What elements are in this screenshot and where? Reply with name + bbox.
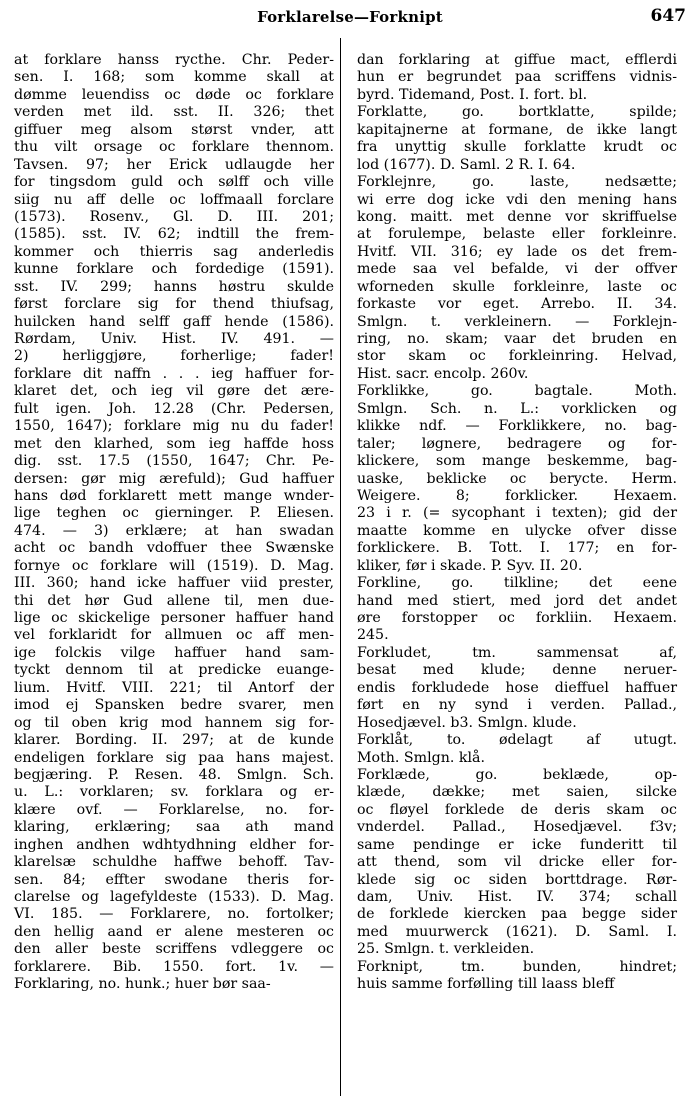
text-line: Weigere. 8; forklicker. Hexaem. — [357, 487, 677, 504]
text-line: 245. — [357, 627, 389, 644]
text-line: u. L.: vorklaren; sv. forklara og er- — [14, 784, 334, 801]
text-line: siig nu aff delle oc loffmaall forclare — [14, 191, 334, 208]
text-line: Moth. Smlgn. klå. — [357, 749, 485, 766]
text-line: dig. sst. 17.5 (1550, 1647; Chr. Pe- — [14, 453, 334, 470]
text-line: øre forstopper oc forkliin. Hexaem. — [357, 610, 677, 626]
text-line: klarer. Bording. II. 297; at de kunde — [14, 732, 334, 749]
text-line: dan forklaring at giffue mact, efflerdi — [357, 52, 677, 68]
text-line: III. 360; hand icke haffuer viid prester, — [14, 575, 334, 592]
text-line: Hist. sacr. encolp. 260v. — [357, 365, 529, 382]
left-column — [14, 52, 334, 994]
text-line: klikke ndf. — Forklikkere, no. bag- — [357, 418, 677, 435]
text-line: at forklare hanss rycthe. Chr. Peder- — [14, 52, 334, 68]
text-line: 25. Smlgn. t. verkleiden. — [357, 941, 535, 958]
text-line: endis forkludede hose dieffuel haffuer — [357, 679, 677, 696]
page-number: 647 — [650, 6, 686, 26]
text-line: sen. 84; effter swodane theris for- — [14, 871, 334, 888]
text-line: (1585). sst. IV. 62; indtill the frem- — [14, 226, 334, 243]
text-line: forklickere. B. Tott. I. 177; en for- — [357, 540, 677, 557]
text-line: forklarere. Bib. 1550. fort. 1v. — — [14, 958, 334, 975]
text-line: verden met ild. sst. II. 326; thet — [14, 104, 334, 121]
text-line: besat med klude; denne neruer- — [357, 662, 677, 679]
text-line: kliker, før i skade. P. Syv. II. 20. — [357, 557, 583, 574]
text-line: giffuer meg alsom størst vnder, att — [14, 121, 334, 138]
text-line: 474. — 3) erklære; at han swadan — [14, 522, 334, 539]
right-column — [357, 52, 677, 994]
text-line: Hvitf. VII. 316; ey lade os det frem- — [357, 243, 677, 260]
text-line: klære ovf. — Forklarelse, no. for- — [14, 801, 334, 818]
text-line: Forkludet, tm. sammensat af, — [357, 644, 677, 661]
text-line: same pendinge er icke funderitt til — [357, 836, 677, 853]
text-line: kunne forklare och fordedige (1591). — [14, 261, 334, 278]
text-line: lium. Hvitf. VIII. 221; til Antorf der — [14, 679, 334, 696]
text-line: taler; løgnere, bedragere og for- — [357, 435, 677, 452]
text-line: endeligen forklare sig paa hans majest. — [14, 749, 334, 766]
text-line: med muurwerck (1621). D. Saml. I. — [357, 923, 677, 940]
text-line: thi det hør Gud allene til, men due- — [14, 592, 334, 609]
text-line: inghen andhen wdhtydhning eldher for- — [14, 836, 334, 853]
text-line: uaske, beklicke oc berycte. Herm. — [357, 470, 677, 487]
text-line: mede saa vel befalde, vi der offver — [357, 261, 677, 278]
text-line: dam, Univ. Hist. IV. 374; schall — [357, 889, 677, 905]
text-line: thu vilt orsage oc forklare thennom. — [14, 139, 334, 156]
text-line: lod (1677). D. Saml. 2 R. I. 64. — [357, 156, 576, 173]
text-line: Forklæde, go. beklæde, op- — [357, 766, 677, 783]
text-line: fornye oc forklare will (1519). D. Mag. — [14, 557, 334, 574]
text-line: 1550, 1647); forklare mig nu du fader! — [14, 418, 334, 435]
text-line: begjæring. P. Resen. 48. Smlgn. Sch. — [14, 766, 334, 783]
text-line: met den klarhed, som ieg haffde hoss — [14, 435, 334, 452]
text-line: lige teghen oc gierninger. P. Eliesen. — [14, 505, 334, 522]
text-line: ring, no. skam; vaar det bruden en — [357, 331, 677, 347]
text-line: klaret det, och ieg vil gøre det ære- — [14, 383, 334, 400]
text-line: VI. 185. — Forklarere, no. fortolker; — [14, 906, 334, 923]
text-line: at forulempe, belaste eller forkleinre. — [357, 226, 677, 243]
text-line: dersen: gør mig ærefuld); Gud haffuer — [14, 470, 334, 487]
text-line: huilcken hand selff gaff hende (1586). — [14, 313, 334, 330]
text-line: sst. IV. 299; hanns høstru skulde — [14, 278, 334, 295]
text-line: og til oben krig mod hannem sig for- — [14, 714, 334, 731]
text-line: tyckt dennom til at predicke euange- — [14, 662, 334, 679]
text-line: Forklatte, go. bortklatte, spilde; — [357, 104, 677, 121]
text-line: wforneden skulle forkleinre, laste oc — [357, 278, 677, 295]
text-line: sen. I. 168; som komme skall at — [14, 69, 334, 86]
text-line: oc fløyel forklede de deris skam oc — [357, 801, 677, 818]
text-line: fra unyttig skulle forklatte krudt oc — [357, 139, 677, 156]
text-line: Hosedjævel. b3. Smlgn. klude. — [357, 714, 577, 731]
text-line: forklare dit naffn . . . ieg haffuer for- — [14, 365, 334, 382]
text-line: dømme leuendiss oc døde oc forklare — [14, 86, 334, 103]
text-line: Forknipt, tm. bunden, hindret; — [357, 958, 677, 975]
text-line: maatte komme en ulycke ofver disse — [357, 522, 677, 539]
column-divider — [340, 38, 341, 1096]
text-line: hans død forklarett mett mange wnder- — [14, 487, 334, 504]
text-line: Forklikke, go. bagtale. Moth. — [357, 383, 677, 400]
text-line: kong. maitt. met denne vor skriffuelse — [357, 208, 677, 225]
text-line: den aller beste scriffens vdleggere oc — [14, 941, 334, 958]
text-line: Rørdam, Univ. Hist. IV. 491. — — [14, 331, 334, 347]
text-line: klickere, som mange beskemme, bag- — [357, 453, 677, 470]
text-line: imod ej Spansken bedre svarer, men — [14, 697, 334, 714]
text-line: Tavsen. 97; her Erick udlaugde her — [14, 156, 334, 173]
text-line: klede sig oc siden borttdrage. Rør- — [357, 871, 677, 888]
running-title: Forklarelse—Forknipt — [257, 8, 443, 26]
text-line: Smlgn. Sch. n. L.: vorklicken og — [357, 400, 677, 417]
text-line: wi erre dog icke vdi den mening hans — [357, 191, 677, 208]
text-line: kommer och thierris sag anderledis — [14, 243, 334, 260]
text-line: Forklaring, no. hunk.; huer bør saa- — [14, 976, 271, 993]
text-line: att thend, som vil dricke eller for- — [357, 854, 677, 871]
text-line: for tingsdom guld och sølff och ville — [14, 174, 334, 191]
text-line: forkaste vor eget. Arrebo. II. 34. — [357, 296, 677, 313]
text-line: byrd. Tidemand, Post. I. fort. bl. — [357, 86, 588, 103]
text-line: først forclare sig for thend thiufsag, — [14, 296, 334, 313]
text-line: clarelse og lagefyldeste (1533). D. Mag. — [14, 889, 334, 905]
text-line: Forklåt, to. ødelagt af utugt. — [357, 732, 677, 749]
text-line: hand med stiert, med jord det andet — [357, 592, 677, 609]
page-header — [0, 8, 700, 30]
text-line: vel forklaridt for allmuen oc aff men- — [14, 627, 334, 644]
text-line: kapitajnerne at formane, de ikke langt — [357, 121, 677, 138]
text-line: klaring, erklæring; saa ath mand — [14, 819, 334, 836]
text-line: Forkline, go. tilkline; det eene — [357, 575, 677, 592]
text-line: klæde, dække; met saien, silcke — [357, 784, 677, 801]
text-line: fult igen. Joh. 12.28 (Chr. Pedersen, — [14, 400, 334, 417]
text-line: 2) herliggjøre, forherlige; fader! — [14, 348, 334, 365]
text-line: ige folckis vilge haffuer hand sam- — [14, 644, 334, 661]
text-line: klarelsæ schuldhe haffwe behoff. Tav- — [14, 854, 334, 871]
text-line: vnderdel. Pallad., Hosedjævel. f3v; — [357, 819, 677, 836]
text-line: den hellig aand er alene mesteren oc — [14, 923, 334, 940]
text-line: Forklejnre, go. laste, nedsætte; — [357, 174, 677, 191]
text-line: huis samme forfølling till laass bleff — [357, 976, 615, 993]
text-line: ført en ny synd i verden. Pallad., — [357, 697, 677, 714]
text-line: (1573). Rosenv., Gl. D. III. 201; — [14, 208, 334, 225]
text-line: de forklede kiercken paa begge sider — [357, 906, 677, 923]
text-line: 23 i r. (= sycophant i texten); gid der — [357, 505, 677, 522]
text-line: stor skam oc forkleinring. Helvad, — [357, 348, 677, 365]
text-line: hun er begrundet paa scriffens vidnis- — [357, 69, 677, 86]
text-line: Smlgn. t. verkleinern. — Forklejn- — [357, 313, 677, 330]
text-line: lige oc skickelige personer haffuer hand — [14, 610, 334, 626]
text-line: acht oc bandh vdoffuer thee Swænske — [14, 540, 334, 557]
